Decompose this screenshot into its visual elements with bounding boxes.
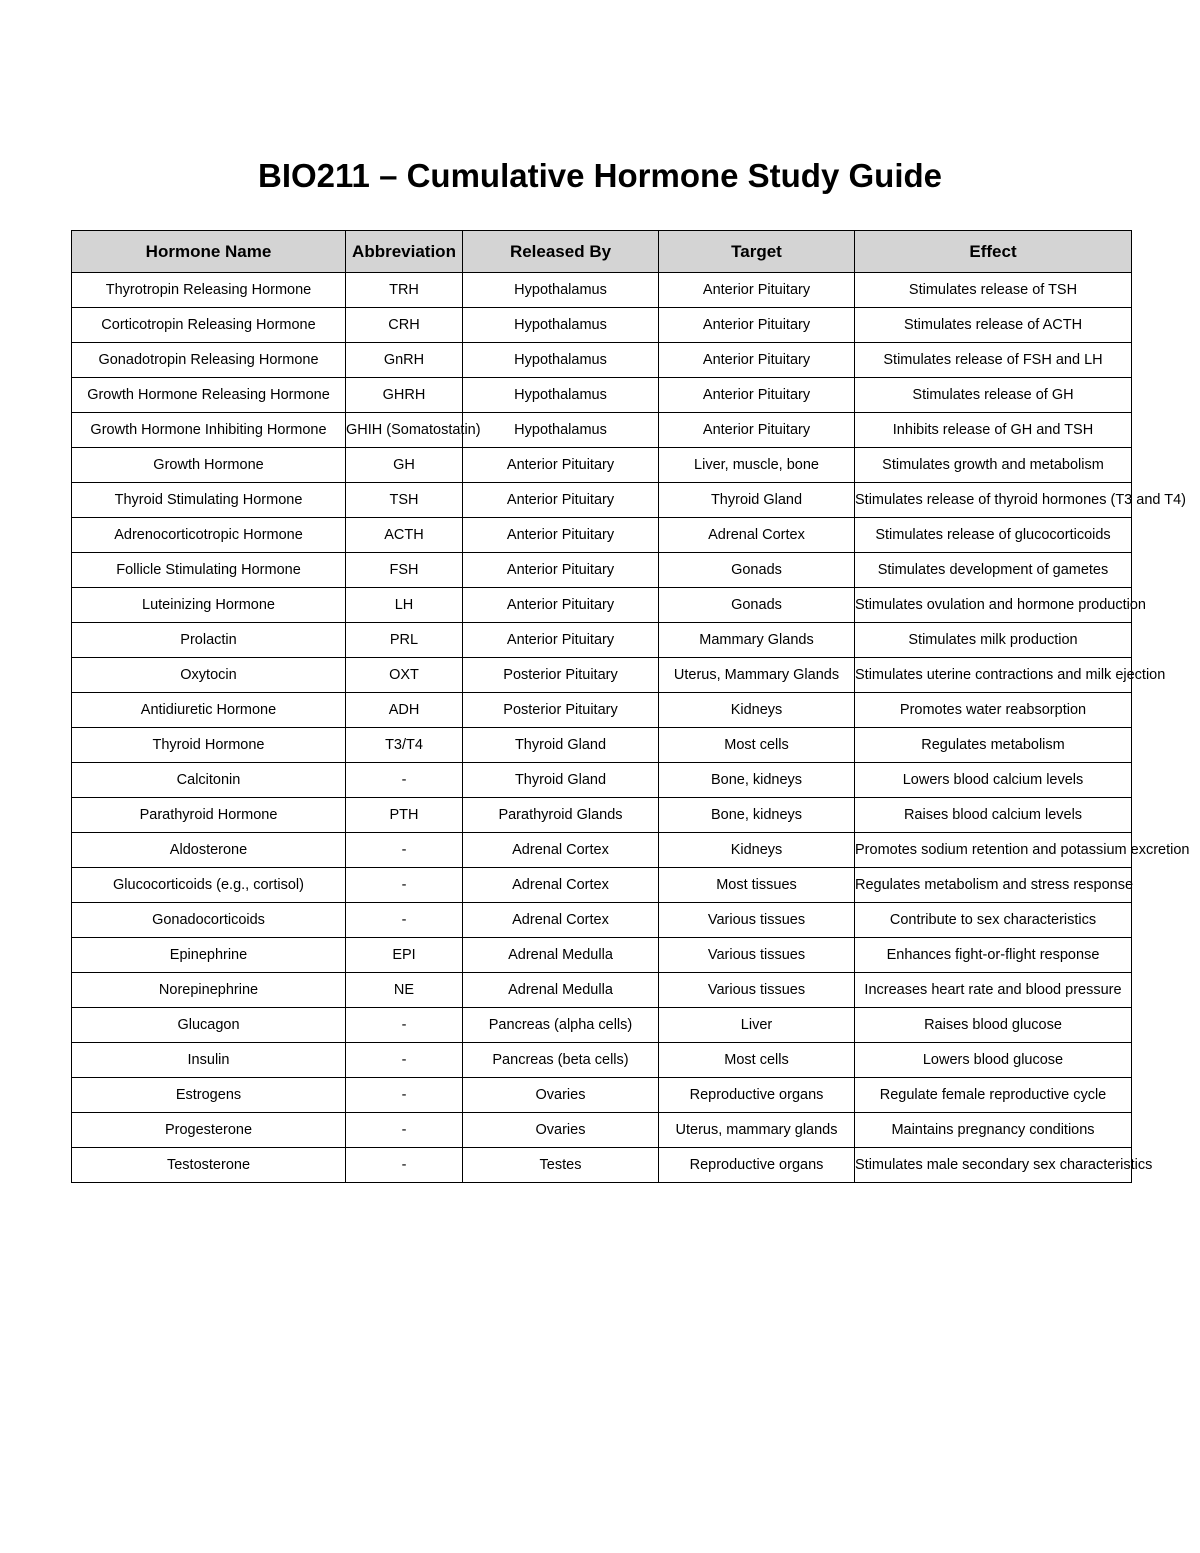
cell-target [659,308,855,343]
cell-hormone-name [72,798,346,833]
cell-released-by [463,1148,659,1183]
cell-effect [855,658,1166,693]
cell-released-by [463,903,659,938]
cell-effect [855,483,1186,518]
cell-text: Adrenal Medulla [508,947,613,963]
cell-abbreviation [346,588,463,623]
cell-released-by [463,833,659,868]
cell-target [659,1113,855,1148]
cell-released-by [463,798,659,833]
cell-text: Maintains pregnancy conditions [891,1122,1095,1138]
cell-text: Glucagon [177,1017,240,1033]
cell-text: GHRH [382,387,426,403]
cell-text: Liver, muscle, bone [694,457,819,473]
cell-text: Stimulates release of FSH and LH [883,352,1103,368]
cell-text: Stimulates ovulation and hormone production [855,597,1146,613]
cell-released-by [463,553,659,588]
cell-text: Growth Hormone [153,457,264,473]
cell-abbreviation [346,1113,463,1148]
cell-effect [855,1043,1132,1078]
cell-text: T3/T4 [385,737,423,753]
cell-text: Thyroid Hormone [152,737,265,753]
cell-text: Anterior Pituitary [702,282,811,298]
cell-released-by [463,1008,659,1043]
cell-text: Mammary Glands [699,632,814,648]
cell-released-by [463,343,659,378]
cell-abbreviation [346,1148,463,1183]
cell-text: Norepinephrine [158,982,259,998]
cell-effect [855,798,1132,833]
cell-target [659,413,855,448]
table-row [72,1148,1132,1183]
cell-text: Most cells [724,1052,789,1068]
cell-effect [855,833,1190,868]
cell-text: Lowers blood glucose [922,1052,1064,1068]
cell-text: Pancreas (beta cells) [492,1052,629,1068]
cell-text: Anterior Pituitary [702,352,811,368]
cell-abbreviation [346,518,463,553]
cell-text: Reproductive organs [689,1087,824,1103]
cell-text: Kidneys [730,702,783,718]
cell-target [659,378,855,413]
cell-abbreviation [346,623,463,658]
cell-hormone-name [72,833,346,868]
cell-text: Stimulates uterine contractions and milk ejection [855,667,1166,683]
cell-text: - [401,877,407,893]
cell-text: Anterior Pituitary [702,387,811,403]
cell-text: Adrenocorticotropic Hormone [114,527,303,543]
cell-target [659,658,855,693]
cell-released-by [463,308,659,343]
cell-target [659,728,855,763]
cell-text: Corticotropin Releasing Hormone [101,317,316,333]
cell-hormone-name [72,658,346,693]
cell-text: Pancreas (alpha cells) [488,1017,633,1033]
cell-text: Gonadotropin Releasing Hormone [98,352,319,368]
table-row [72,973,1132,1008]
cell-effect [855,413,1132,448]
cell-text: Hypothalamus [514,317,607,333]
table-row [72,483,1132,518]
cell-released-by [463,448,659,483]
table-row [72,798,1132,833]
cell-text: PTH [389,807,419,823]
cell-hormone-name [72,378,346,413]
cell-text: Contribute to sex characteristics [889,912,1097,928]
cell-text: GHIH (Somatostatin) [346,422,481,438]
cell-text: Oxytocin [180,667,237,683]
table-header [72,231,1132,273]
table-row [72,273,1132,308]
cell-abbreviation [346,343,463,378]
cell-hormone-name [72,413,346,448]
cell-text: Ovaries [535,1087,586,1103]
table-row [72,553,1132,588]
cell-abbreviation [346,938,463,973]
cell-text: Adrenal Cortex [512,912,609,928]
cell-target [659,448,855,483]
cell-text: Stimulates development of gametes [877,562,1109,578]
table-row [72,763,1132,798]
cell-text: Parathyroid Glands [498,807,623,823]
cell-text: NE [393,982,415,998]
cell-text: Posterior Pituitary [503,702,618,718]
cell-text: PRL [389,632,419,648]
cell-target [659,518,855,553]
cell-released-by [463,1113,659,1148]
cell-abbreviation [346,973,463,1008]
cell-effect [855,763,1132,798]
table-row [72,903,1132,938]
cell-text: Various tissues [707,982,806,998]
cell-text: TSH [389,492,419,508]
cell-text: Uterus, mammary glands [675,1122,838,1138]
cell-text: Stimulates release of TSH [908,282,1078,298]
cell-text: Anterior Pituitary [702,317,811,333]
cell-text: Uterus, Mammary Glands [673,667,840,683]
cell-target [659,1148,855,1183]
cell-text: Calcitonin [176,772,241,788]
cell-released-by [463,1078,659,1113]
cell-effect [855,973,1132,1008]
header-target: Target [659,231,855,273]
header-row [72,231,1132,273]
cell-text: LH [394,597,414,613]
cell-abbreviation [346,693,463,728]
table-row [72,308,1132,343]
cell-text: Progesterone [164,1122,253,1138]
cell-text: CRH [388,317,420,333]
cell-text: GnRH [383,352,425,368]
cell-target [659,553,855,588]
cell-abbreviation [346,728,463,763]
table-row [72,518,1132,553]
cell-text: Epinephrine [169,947,248,963]
cell-text: Prolactin [180,632,237,648]
cell-text: - [401,1052,407,1068]
cell-text: TRH [389,282,419,298]
cell-text: - [401,842,407,858]
cell-text: Adrenal Cortex [512,877,609,893]
cell-text: Stimulates male secondary sex characteristics [855,1157,1153,1173]
cell-abbreviation [346,1043,463,1078]
cell-text: Stimulates milk production [908,632,1078,648]
cell-hormone-name [72,938,346,973]
table-row [72,658,1132,693]
cell-text: Follicle Stimulating Hormone [116,562,301,578]
cell-text: - [401,1122,407,1138]
cell-text: Testes [539,1157,582,1173]
cell-hormone-name [72,308,346,343]
cell-text: Insulin [187,1052,230,1068]
cell-target [659,903,855,938]
cell-abbreviation [346,798,463,833]
cell-text: Testosterone [166,1157,251,1173]
cell-effect [855,868,1132,903]
cell-abbreviation [346,658,463,693]
cell-text: Stimulates release of thyroid hormones (T3 and T4) [855,492,1186,508]
cell-effect [855,1008,1132,1043]
cell-text: FSH [389,562,419,578]
cell-target [659,693,855,728]
cell-abbreviation [346,1078,463,1113]
cell-text: Stimulates release of GH [912,387,1074,403]
cell-released-by [463,623,659,658]
cell-text: - [401,1017,407,1033]
cell-effect [855,728,1132,763]
cell-text: Anterior Pituitary [506,562,615,578]
cell-hormone-name [72,1008,346,1043]
cell-effect [855,938,1132,973]
cell-text: - [401,1087,407,1103]
cell-text: Liver [740,1017,773,1033]
cell-released-by [463,518,659,553]
cell-target [659,833,855,868]
cell-text: Adrenal Medulla [508,982,613,998]
cell-released-by [463,483,659,518]
cell-effect [855,448,1132,483]
cell-text: Posterior Pituitary [503,667,618,683]
cell-abbreviation [346,483,463,518]
cell-text: GH [393,457,415,473]
table-row [72,693,1132,728]
table-row [72,623,1132,658]
cell-text: Stimulates release of ACTH [903,317,1083,333]
cell-target [659,868,855,903]
cell-hormone-name [72,623,346,658]
cell-hormone-name [72,553,346,588]
cell-target [659,798,855,833]
hormone-table [71,230,1190,1183]
cell-text: Raises blood glucose [924,1017,1062,1033]
header-abbreviation: Abbreviation [346,231,463,273]
cell-text: Increases heart rate and blood pressure [864,982,1122,998]
cell-text: EPI [392,947,416,963]
table-row [72,938,1132,973]
cell-released-by [463,413,659,448]
cell-text: Regulate female reproductive cycle [879,1087,1107,1103]
cell-abbreviation [346,553,463,588]
cell-released-by [463,973,659,1008]
cell-hormone-name [72,343,346,378]
cell-effect [855,1113,1132,1148]
cell-text: - [401,912,407,928]
header-hormone-name: Hormone Name [72,231,346,273]
cell-hormone-name [72,448,346,483]
cell-target [659,1078,855,1113]
cell-abbreviation [346,763,463,798]
cell-released-by [463,693,659,728]
cell-target [659,588,855,623]
cell-hormone-name [72,868,346,903]
cell-hormone-name [72,1078,346,1113]
table-row [72,588,1132,623]
cell-target [659,1008,855,1043]
header-effect: Effect [855,231,1132,273]
cell-released-by [463,938,659,973]
cell-text: Thyroid Gland [710,492,803,508]
cell-hormone-name [72,1043,346,1078]
cell-effect [855,308,1132,343]
cell-effect [855,553,1132,588]
cell-hormone-name [72,728,346,763]
cell-text: Thyroid Gland [514,737,607,753]
cell-effect [855,588,1146,623]
cell-abbreviation [346,868,463,903]
cell-hormone-name [72,693,346,728]
cell-text: Growth Hormone Inhibiting Hormone [90,422,327,438]
cell-abbreviation [346,273,463,308]
cell-text: Most cells [724,737,789,753]
cell-released-by [463,868,659,903]
cell-text: Gonads [731,597,782,613]
cell-released-by [463,378,659,413]
table-row [72,833,1132,868]
cell-text: Aldosterone [169,842,248,858]
cell-text: Thyroid Stimulating Hormone [114,492,303,508]
cell-text: Anterior Pituitary [506,492,615,508]
cell-target [659,763,855,798]
cell-text: Most tissues [716,877,797,893]
cell-text: Promotes water reabsorption [899,702,1087,718]
cell-target [659,973,855,1008]
cell-text: Thyrotropin Releasing Hormone [105,282,312,298]
cell-target [659,273,855,308]
cell-text: Enhances fight-or-flight response [886,947,1100,963]
cell-released-by [463,273,659,308]
cell-text: Hypothalamus [514,282,607,298]
cell-text: Hypothalamus [514,352,607,368]
cell-text: Ovaries [535,1122,586,1138]
cell-effect [855,273,1132,308]
table-row [72,1043,1132,1078]
cell-text: Lowers blood calcium levels [902,772,1084,788]
cell-text: - [401,772,407,788]
table-row [72,1008,1132,1043]
cell-text: Promotes sodium retention and potassium excretion [855,842,1190,858]
cell-text: Glucocorticoids (e.g., cortisol) [113,877,304,893]
cell-abbreviation [346,1008,463,1043]
cell-text: Anterior Pituitary [506,527,615,543]
table-row [72,868,1132,903]
cell-hormone-name [72,903,346,938]
cell-text: Parathyroid Hormone [139,807,278,823]
cell-released-by [463,658,659,693]
cell-abbreviation [346,308,463,343]
cell-abbreviation [346,413,481,448]
cell-text: Regulates metabolism and stress response [855,877,1134,893]
cell-released-by [463,1043,659,1078]
cell-text: Regulates metabolism [921,737,1065,753]
cell-target [659,623,855,658]
cell-target [659,343,855,378]
cell-effect [855,1148,1153,1183]
cell-hormone-name [72,763,346,798]
cell-text: Various tissues [707,947,806,963]
cell-hormone-name [72,588,346,623]
cell-effect [855,518,1132,553]
cell-target [659,1043,855,1078]
cell-effect [855,378,1132,413]
cell-abbreviation [346,378,463,413]
cell-hormone-name [72,483,346,518]
cell-text: OXT [389,667,419,683]
table-row [72,413,1132,448]
cell-text: Stimulates growth and metabolism [882,457,1104,473]
cell-target [659,483,855,518]
cell-text: Estrogens [175,1087,242,1103]
cell-abbreviation [346,903,463,938]
page-title: BIO211 – Cumulative Hormone Study Guide [258,157,942,194]
cell-text: Hypothalamus [514,387,607,403]
table-row [72,728,1132,763]
header-released-by: Released By [463,231,659,273]
cell-text: Adrenal Cortex [512,842,609,858]
cell-released-by [463,728,659,763]
cell-abbreviation [346,833,463,868]
table-row [72,448,1132,483]
table-row [72,1113,1132,1148]
cell-text: Gonadocorticoids [152,912,265,928]
table-body [72,273,1190,1183]
cell-text: Anterior Pituitary [506,457,615,473]
cell-abbreviation [346,448,463,483]
cell-text: Growth Hormone Releasing Hormone [87,387,330,403]
cell-text: ADH [388,702,420,718]
cell-text: Stimulates release of glucocorticoids [875,527,1111,543]
table-row [72,343,1132,378]
cell-text: Bone, kidneys [710,807,803,823]
cell-hormone-name [72,973,346,1008]
cell-text: Anterior Pituitary [506,632,615,648]
cell-text: Various tissues [707,912,806,928]
cell-hormone-name [72,518,346,553]
cell-target [659,938,855,973]
cell-hormone-name [72,1113,346,1148]
cell-effect [855,343,1132,378]
cell-text: Adrenal Cortex [708,527,805,543]
cell-text: Gonads [731,562,782,578]
cell-hormone-name [72,1148,346,1183]
cell-effect [855,1078,1132,1113]
cell-text: ACTH [384,527,424,543]
cell-text: Inhibits release of GH and TSH [892,422,1094,438]
table-row [72,1078,1132,1113]
cell-text: Raises blood calcium levels [903,807,1083,823]
cell-text: Kidneys [730,842,783,858]
cell-text: Anterior Pituitary [506,597,615,613]
cell-released-by [463,763,659,798]
cell-text: Thyroid Gland [514,772,607,788]
cell-text: Reproductive organs [689,1157,824,1173]
cell-released-by [463,588,659,623]
cell-text: Antidiuretic Hormone [140,702,277,718]
cell-text: Anterior Pituitary [702,422,811,438]
cell-text: Bone, kidneys [710,772,803,788]
cell-hormone-name [72,273,346,308]
cell-effect [855,693,1132,728]
cell-text: Hypothalamus [514,422,607,438]
cell-text: - [401,1157,407,1173]
table-row [72,378,1132,413]
cell-effect [855,903,1132,938]
cell-text: Luteinizing Hormone [142,597,275,613]
cell-effect [855,623,1132,658]
